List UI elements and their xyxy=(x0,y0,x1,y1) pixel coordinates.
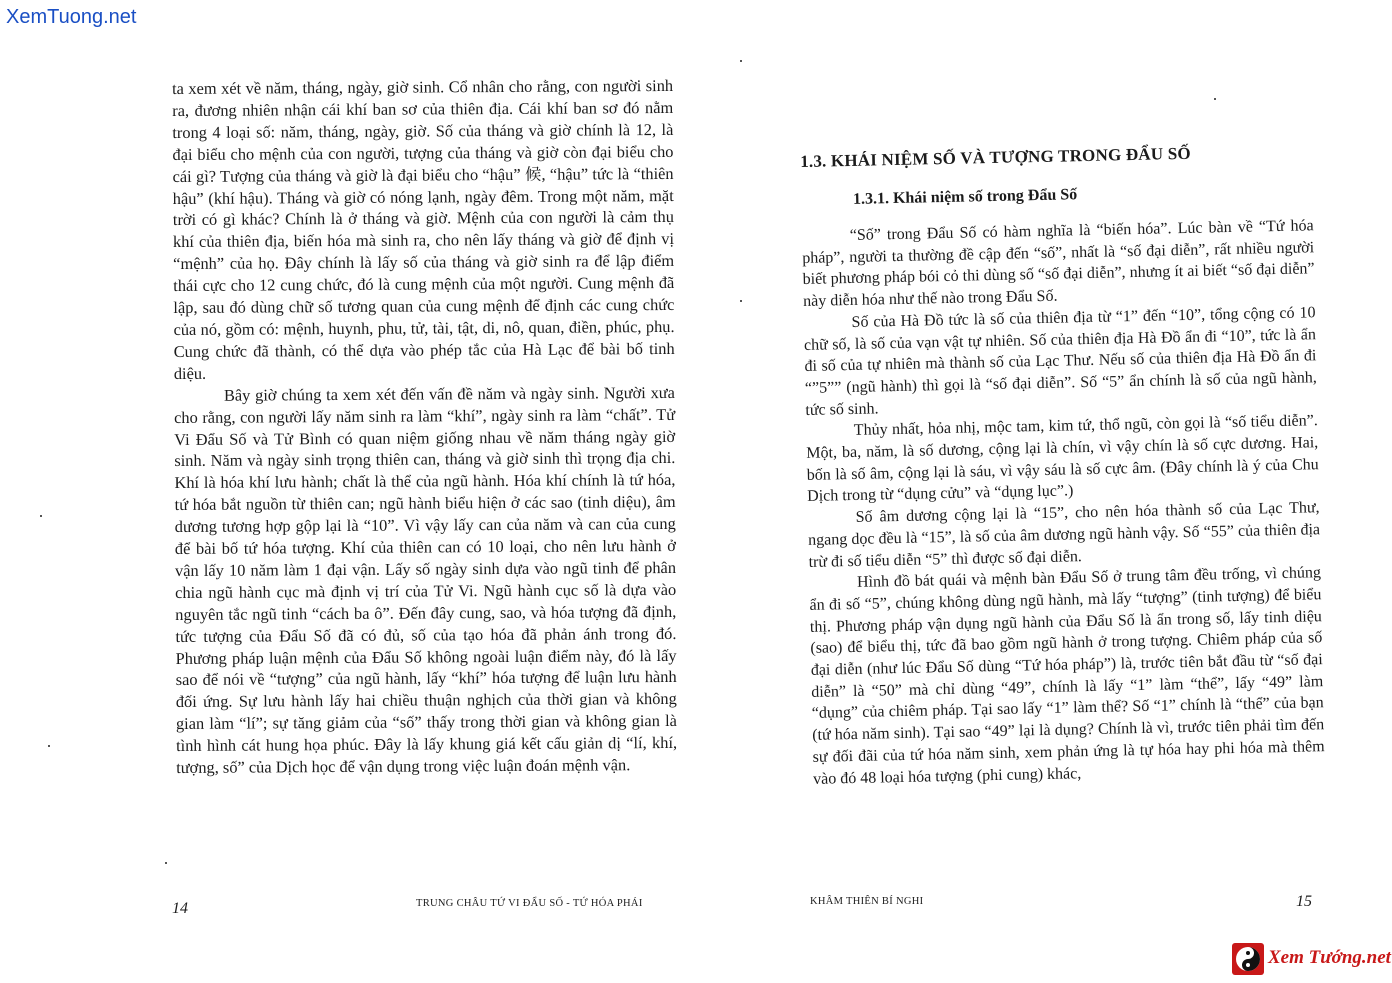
scan-speck xyxy=(165,862,167,864)
left-running-title: TRUNG CHÂU TỨ VI ĐẨU SỐ - TỨ HÓA PHÁI xyxy=(416,898,643,909)
right-paragraph-5: Hình đồ bát quái và mệnh bàn Đẩu Số ở trung tâm đều trống, vì chúng ẩn đi số “5”, chúng không dùng ngũ hành, mà lấy “tượng” (tinh tượng) để biểu thị. Phương pháp vận dụng ngũ hành của Đẩu Số là ẩn trong số, lấy tinh diệu (sao) để biểu thị, tức đã bao gồm ngũ hành ở trong tượng. Chiêm pháp của số đại diễn (như lúc Đẩu Số dùng “Tứ hóa pháp”) là, trước tiên bắt đầu từ “số đại diễn” là “50” mà chỉ dùng “49”, chính là lấy “1” làm “thể”, lấy “49” làm “dụng” của chiêm pháp. Tại sao lấy “1” làm thể? Số “1” chính là “thể” của bạn (tứ hóa năm sinh). Tại sao “49” lại là dụng? Chính là vì, trước tiên phải tìm đến sự đối đãi của tứ hóa năm sinh, xem phản ứng là tự hóa hay phi hóa mà thêm vào đó 48 loại hóa tượng (phi cung) khác, xyxy=(809,564,1325,788)
scan-speck xyxy=(40,515,42,517)
scan-speck xyxy=(740,60,742,62)
left-page-body xyxy=(172,75,677,779)
right-paragraph-3: Thủy nhất, hỏa nhị, mộc tam, kim tứ, thổ ngũ, còn gọi là “số tiểu diễn”. Một, ba, năm, là số dương, cộng lại là chín, vì vậy chín là số cực dương. Hai, bốn là số âm, cộng lại là sáu, vì vậy sáu là số cực âm. (Đây chính là ý của Chu Dịch trong từ “dụng cửu” và “dụng lục”.) xyxy=(806,412,1319,506)
right-paragraph-2: Số của Hà Đồ tức là số của thiên địa từ “1” đến “10”, tổng cộng có 10 chữ số, là số của vạn vật tự nhiên. Số của thiên địa Hà Đồ ẩn đi “10”, tức là ẩn đi số của tự nhiên mà thành số của Lạc Thư. Nếu số của thiên địa Hà Đồ ẩn đi “”5”” (ngũ hành) thì gọi là “số đại diễn”. Số “5” ẩn chính là số của ngũ hành, tức số sinh. xyxy=(803,304,1318,419)
right-page-number: 15 xyxy=(1296,893,1312,910)
subsection-heading: 1.3.1. Khái niệm số trong Đẩu Số xyxy=(852,186,1078,208)
scan-speck xyxy=(48,745,50,747)
section-heading: 1.3. KHÁI NIỆM SỐ VÀ TƯỢNG TRONG ĐẨU SỐ xyxy=(800,143,1191,171)
right-page-body xyxy=(800,141,1325,790)
site-watermark: XemTuong.net xyxy=(6,6,137,28)
right-page xyxy=(696,0,1392,983)
scan-speck xyxy=(1214,98,1216,100)
right-paragraph-4: Số âm dương cộng lại là “15”, cho nên hóa thành số của Lạc Thư, ngang dọc đều là “15”, là số của âm dương ngũ hành vậy. Số “55” của thiên địa trừ đi số tiểu diễn “5” thì được số đại diễn. xyxy=(807,499,1321,571)
yin-yang-logo-icon xyxy=(1232,943,1264,975)
site-logo-text: Xem Tướng.net xyxy=(1268,947,1391,968)
left-page-number: 14 xyxy=(172,900,188,917)
left-paragraph-1: ta xem xét về năm, tháng, ngày, giờ sinh. Cổ nhân cho rằng, con người sinh ra, đương nhiên nhận cái khí ban sơ của thiên địa. Cái khí ban sơ đó nằm trong 4 loại số: năm, tháng, ngày, giờ. Số của tháng và giờ chính là 12, là đại biểu cho mệnh của con người, tượng của tháng và giờ còn đại biểu cho cái gì? Tượng của tháng và giờ là đại biểu cho “hậu” 候, “hậu” tức là “thiên hậu” (khí hậu). Tháng và giờ có nóng lạnh, ngày đêm. Trong một năm, mặt trời có gì khác? Chính là ở tháng và giờ. Mệnh của con người là cảm thụ khí của thiên địa, biến hóa mà sinh ra, cho nên lấy tháng và giờ để định vị “mệnh” của họ. Đây chính là lấy số của tháng và giờ sinh ra để lập điểm thái cực cho 12 cung chức, đó là cung mệnh của một người. Cung mệnh đã lập, sau đó dùng chữ số tương quan của cung mệnh để định các cung chức của nó, gồm có: mệnh, huynh, phu, tử, tài, tật, di, nô, quan, điền, phúc, phụ. Cung chức đã thành, có thể dựa vào phép tắc của Hà Lạc để bài bố tinh diệu. xyxy=(172,75,675,383)
right-paragraph-1: “Số” trong Đẩu Số có hàm nghĩa là “biến hóa”. Lúc bàn về “Tứ hóa pháp”, người ta thường đề cập đến “số”, nhất là “số đại diễn”, rất nhiều người biết phương pháp bói cỏ thi dùng số “số đại diễn”, nhưng ít ai biết “số đại diễn” này diễn hóa như thế nào trong Đẩu Số. xyxy=(802,217,1315,311)
scan-speck xyxy=(740,300,742,302)
left-paragraph-2: Bây giờ chúng ta xem xét đến vấn đề năm và ngày sinh. Người xưa cho rằng, con người lấy năm sinh ra làm “khí”, ngày sinh ra làm “chất”. Tử Vi Đẩu Số và Tử Bình có quan niệm giống nhau về năm tháng ngày giờ sinh. Năm và ngày sinh trọng thiên can, tháng và giờ sinh thì trọng địa chi. Khí là hóa khí lưu hành; chất là thể của ngũ hành. Hóa khí chính là tứ hóa, tứ hóa bắt nguồn từ thiên can; ngũ hành biểu hiện ở các sao (tinh diệu), âm dương tương hợp gộp lại là “10”. Vì vậy lấy can của năm và can của cung để bài bố tứ hóa tượng. Khí của thiên can có 10 loại, cho nên lưu hành ở vận lấy 10 năm làm 1 đại vận. Lấy số ngày sinh dựa vào ngũ tinh để phân chia ngũ hành cục mà định vị trí của Tử Vi. Ngũ hành cục số là dựa vào nguyên tắc ngũ tinh “cách ba ô”. Đến đây cung, sao, và hóa tượng đã định, tức tượng của Đẩu Số đã có đủ, số của tạo hóa đã phản ánh trong đó. Phương pháp luận mệnh của Đẩu Số không ngoài luận điểm này, đó là lấy sao để nói về “tượng” của ngũ hành, lấy “khí” hóa tượng để luận lưu hành đối ứng. Sự lưu hành lấy hai chiều thuận nghịch của thời gian và không gian làm “lí”; sự tăng giảm của “số” thấy trong thời gian và không gian là tình hình cát hung họa phúc. Đây là lấy khung giá kết cấu giản dị “lí, khí, tượng, số” của Dịch học để vận dụng trong việc luận đoán mệnh vận. xyxy=(174,382,678,778)
right-running-title: KHÂM THIÊN BÍ NGHI xyxy=(810,896,924,907)
right-text xyxy=(802,215,1326,790)
